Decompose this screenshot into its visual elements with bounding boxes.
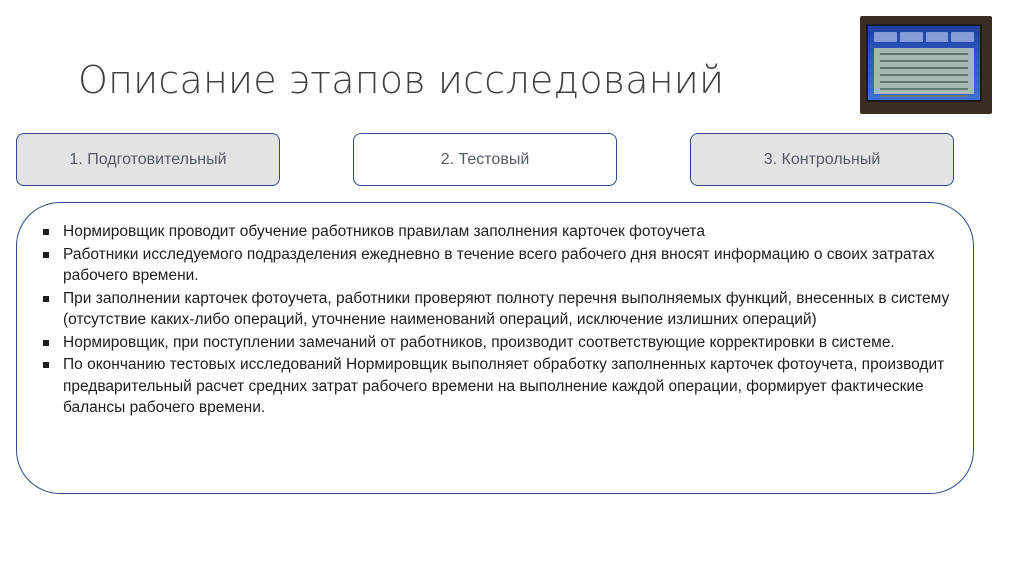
list-item-text: Работники исследуемого подразделения ежедневно в течение всего рабочего дня вносят информацию о своих затратах рабочего времени. [63, 245, 935, 284]
list-item-text: Нормировщик, при поступлении замечаний от работников, производит соответствующие корректировки в системе. [63, 333, 895, 351]
square-bullet-icon [43, 340, 49, 346]
square-bullet-icon [43, 229, 49, 235]
monitor-screen [866, 24, 982, 102]
square-bullet-icon [43, 362, 49, 368]
square-bullet-icon [43, 296, 49, 302]
list-item-text: По окончанию тестовых исследований Нормировщик выполняет обработку заполненных карточек фотоучета, производит предварительный расчет средних затрат рабочего времени на выполнение каждой операции, формирует фактические балансы рабочего времени. [63, 356, 945, 416]
list-item [40, 221, 952, 243]
square-bullet-icon [43, 252, 49, 258]
stage-label: 2. Тестовый [440, 150, 530, 168]
stage-test [353, 133, 617, 186]
stage-preparatory [16, 133, 280, 186]
stage-label: 3. Контрольный [763, 150, 881, 168]
screen-content-panel [874, 48, 974, 94]
list-item [40, 354, 952, 419]
list-item [40, 244, 952, 287]
stage-control [690, 133, 954, 186]
slide-title: Описание этапов исследований [78, 58, 725, 102]
bullet-list [40, 221, 952, 420]
screen-header-bar [874, 32, 974, 42]
monitor-photo [860, 16, 992, 114]
list-item-text: При заполнении карточек фотоучета, работники проверяют полноту перечня выполняемых функций, внесенных в систему (отсутствие каких-либо операций, уточнение наименований операций, исключение излишних операций) [63, 289, 950, 328]
list-item [40, 288, 952, 331]
list-item-text: Нормировщик проводит обучение работников правилам заполнения карточек фотоучета [63, 223, 705, 240]
list-item [40, 332, 952, 354]
stage-label: 1. Подготовительный [69, 150, 227, 168]
